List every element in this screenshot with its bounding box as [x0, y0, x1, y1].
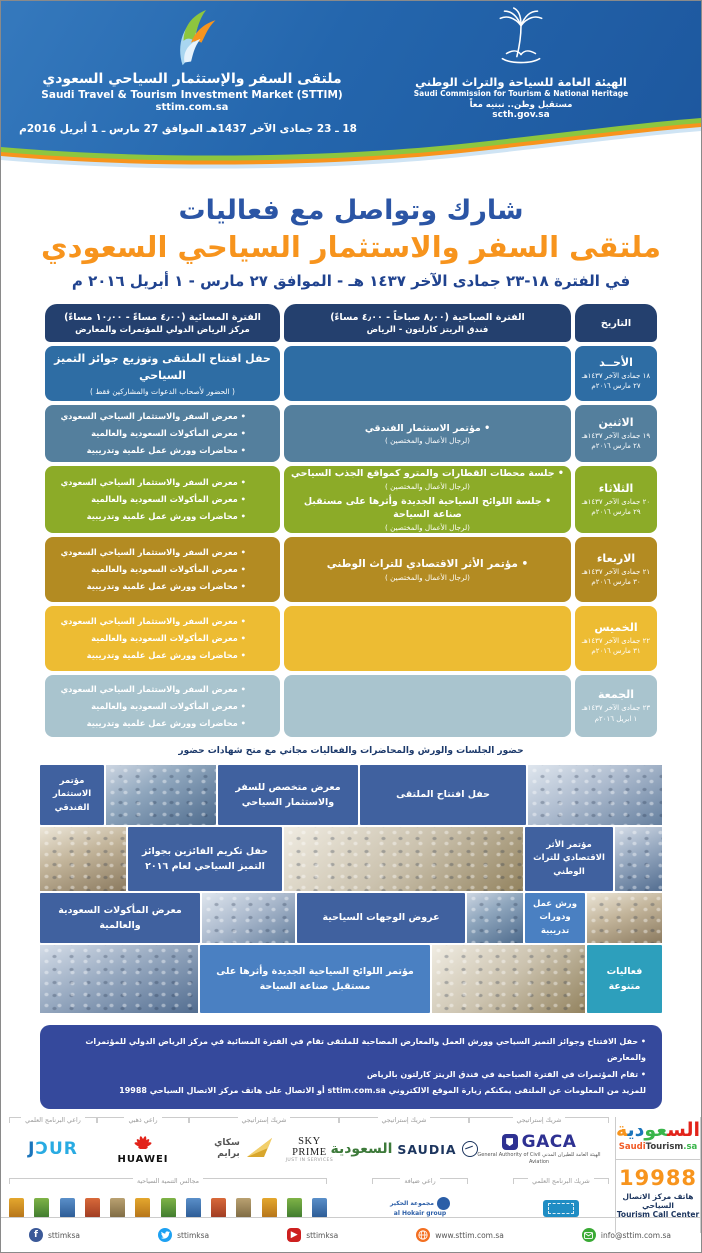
opening-ceremony-title: حفل افتتاح الملتقى وتوزيع جوائز التميز السياحي: [54, 352, 271, 382]
photo-group: [284, 827, 523, 891]
call-center-number[interactable]: 19988: [618, 1165, 698, 1190]
council-logo: [85, 1198, 100, 1218]
day-name: الاربعاء: [596, 551, 636, 565]
huawei-wordmark: HUAWEI: [117, 1153, 169, 1165]
day-dates: ١٨ جمادى الآخر ١٤٣٧هـ ٢٧ مارس ٢٠١٦م: [581, 371, 651, 390]
council-logo: [135, 1198, 150, 1218]
jour-logo: JƆUR: [28, 1139, 78, 1160]
scth-name-ar: الهيئة العامة للسياحة والتراث الوطني: [415, 75, 627, 89]
twitter-link[interactable]: sttimksa: [158, 1228, 209, 1242]
sttim-name-ar: ملتقى السفر والإستثمار السياحي السعودي: [42, 71, 342, 87]
tile-destinations: عروض الوجهات السياحية: [297, 893, 465, 943]
tile-awards-ceremony: حفل تكريم الفائزين بجوائز التميز السياحي لعام ٢٠١٦: [128, 827, 282, 891]
saudi-tourism-logo: السعودية: [616, 1118, 701, 1141]
gaca-subtitle: الهيئة العامة للطيران المدني General Authority of Civil Aviation: [477, 1152, 601, 1166]
date-cell-thursday: [575, 606, 657, 671]
council-logo: [262, 1198, 277, 1218]
col-header-morning: [284, 304, 571, 342]
sponsors-tier1: [9, 1117, 609, 1175]
council-logo: [211, 1198, 226, 1218]
morning-event: • جلسة محطات القطارات والمترو كمواقع الجذب السياحي (لرجال الأعمال والمختصين ): [291, 467, 564, 491]
evening-cell-monday: [45, 405, 280, 462]
morning-event: • جلسة اللوائح السياحية الجديدة وأثرها على مستقبل صناعة السياحة (لرجال الأعمال والمختصين ): [290, 495, 565, 533]
evening-cell-thursday: [45, 606, 280, 671]
morning-cell-monday: [284, 405, 571, 462]
opening-ceremony-note: ( الحضور لأصحاب الدعوات والمشاركين فقط ): [90, 387, 235, 396]
huawei-flower-icon: [131, 1134, 155, 1153]
day-name: الجمعة: [597, 688, 635, 701]
note-line-3: للمزيد من المعلومات عن الملتقى يمكنكم زيارة الموقع الالكتروني sttim.com.sa أو الاتصال على هاتف مركز الاتصال السياحي 19988: [119, 1086, 646, 1096]
facebook-link[interactable]: f sttimksa: [29, 1228, 80, 1242]
sponsor-label: راعي البرنامج العلمي: [9, 1117, 97, 1124]
morning-cell-thursday: [284, 606, 571, 671]
morning-col-title: الفترة الصباحية (٨٫٠٠ صباحاً - ٤٫٠٠ مساءً): [330, 311, 525, 323]
sponsor-huawei: [97, 1117, 189, 1175]
evening-cell-friday: [45, 675, 280, 737]
date-cell-tuesday: [575, 466, 657, 533]
day-dates: ٢١ جمادى الآخر ١٤٣٧هـ ٣٠ مارس ٢٠١٦م: [581, 567, 651, 586]
photo-collage: [40, 765, 662, 1013]
scth-url[interactable]: scth.gov.sa: [492, 110, 550, 120]
morning-cell-friday: [284, 675, 571, 737]
morning-cell-tuesday: [284, 466, 571, 533]
council-logo: [9, 1198, 24, 1218]
intro-line1: شارك وتواصل مع فعاليات: [178, 195, 524, 226]
sponsor-jour: [9, 1117, 97, 1175]
day-name: الاثنين: [598, 415, 634, 429]
date-cell-wednesday: [575, 537, 657, 602]
saudia-wordmark: SAUDIA: [397, 1141, 457, 1157]
scth-brand: [371, 7, 671, 120]
day-name: الخميس: [594, 620, 638, 634]
col-header-date: [575, 304, 657, 342]
photo-exhibition: [106, 765, 216, 825]
twitter-icon: [158, 1228, 172, 1242]
evening-cell-wednesday: [45, 537, 280, 602]
tile-heritage-conference: مؤتمر الأثر الاقتصادي للتراث الوطني: [525, 827, 613, 891]
sponsor-gaca: [469, 1117, 609, 1175]
date-col-title: التاريخ: [600, 317, 632, 329]
morning-col-venue: فندق الريتز كارلتون - الرياض: [366, 324, 489, 335]
tile-regulations-conference: مؤتمر اللوائح السياحية الجديدة وأثرها على مستقبل صناعة السياحة: [200, 945, 430, 1013]
header-banner: [1, 1, 701, 173]
date-cell-monday: [575, 405, 657, 462]
councils-label: مجالس التنمية السياحية: [9, 1178, 327, 1185]
council-logo: [312, 1198, 327, 1218]
sttim-name-en: Saudi Travel & Tourism Investment Market (STTIM): [41, 89, 343, 101]
sponsor-label: شريك البرنامج العلمي: [513, 1178, 609, 1185]
saudia-name-ar: السعودية: [330, 1141, 393, 1158]
sttim-url[interactable]: sttim.com.sa: [155, 102, 229, 113]
photo-event: [615, 827, 662, 891]
sponsor-saudia: [330, 1116, 469, 1175]
photo-visitors: [202, 893, 295, 943]
saudi-tourism-column: [615, 1117, 701, 1233]
day-dates: ٢٢ جمادى الآخر ١٤٣٧هـ ٣١ مارس ٢٠١٦م: [581, 636, 651, 655]
photo-panel: [40, 945, 198, 1013]
evening-activities-list: • معرض السفر والاستثمار السياحي السعودي • معرض المأكولات السعودية والعالمية • محاضرات وورش عمل علمية وتدريبية: [51, 613, 274, 664]
photo-festival: [432, 945, 585, 1013]
tile-travel-expo: معرض متخصص للسفر والاستثمار السياحي: [218, 765, 358, 825]
morning-event: • مؤتمر الأثر الاقتصادي للتراث الوطني (لرجال الأعمال والمختصين ): [327, 557, 529, 582]
website-link[interactable]: www.sttim.com.sa: [416, 1228, 504, 1242]
event-dates: 18 ـ 23 جمادى الآخر 1437هـ الموافق 27 مارس ـ 1 أبريل 2016م: [19, 123, 357, 135]
email-link[interactable]: info@sttim.com.sa: [582, 1228, 671, 1242]
gaca-wordmark: GACA: [521, 1132, 577, 1153]
intro-line2: ملتقى السفر والاستثمار السياحي السعودي: [41, 230, 661, 264]
council-logo: [236, 1198, 251, 1218]
evening-activities-list: • معرض السفر والاستثمار السياحي السعودي • معرض المأكولات السعودية والعالمية • محاضرات وورش عمل علمية وتدريبية: [51, 408, 274, 459]
sponsor-label: شريك إستراتيجي: [189, 1117, 339, 1124]
note-line-1: • حفل الافتتاح وجوائز التميز السياحي وورش العمل والمعارض المصاحبة للملتقى تقام في الفترة المسائية في مركز الرياض الدولي للمؤتمرات والمعارض: [85, 1037, 646, 1063]
sponsor-label: راعي ذهبي: [97, 1117, 189, 1124]
council-logo: [287, 1198, 302, 1218]
footer-social-bar: [1, 1217, 701, 1252]
tile-hotel-conference: مؤتمر الاستثمار الفندقي: [40, 765, 104, 825]
facebook-icon: f: [29, 1228, 43, 1242]
morning-event: • مؤتمر الاستثمار الفندقي (لرجال الأعمال والمختصين ): [365, 422, 490, 446]
scth-slogan: مستقبل وطن.. نبنيه معاً: [469, 100, 573, 110]
alhokair-logo: مجموعة الحكير al Hokair group: [390, 1197, 450, 1218]
sttim-flame-logo-icon: [27, 9, 357, 69]
call-center-label-ar: هاتف مركز الاتصال السياحي: [622, 1191, 694, 1210]
tile-opening-ceremony: حفل افتتاح الملتقى: [360, 765, 526, 825]
free-attendance-note: حضور الجلسات والورش والمحاضرات والفعاليات مجاني مع منح شهادات حضور: [178, 746, 524, 756]
schedule-table: [45, 304, 657, 737]
tile-workshops: ورش عمل ودورات تدريبية: [525, 893, 585, 943]
day-dates: ٢٠ جمادى الآخر ١٤٣٧هـ ٢٩ مارس ٢٠١٦م: [581, 497, 651, 516]
evening-col-title: الفترة المسائية (٤٫٠٠ مساءً - ١٠٫٠٠ مساءً): [64, 311, 261, 323]
scth-name-en: Saudi Commission for Tourism & National Heritage: [413, 89, 629, 98]
note-line-2: • تقام المؤتمرات في الفترة الصباحية في فندق الريتز كارلتون بالرياض: [366, 1069, 646, 1079]
header-wave-decoration: [1, 115, 701, 173]
evening-activities-list: • معرض السفر والاستثمار السياحي السعودي • معرض المأكولات السعودية والعالمية • محاضرات وورش عمل علمية وتدريبية: [51, 681, 274, 732]
gaca-flag-icon: [502, 1134, 518, 1150]
day-dates: ٢٣ جمادى الآخر ١٤٣٧هـ ١ ابريل ٢٠١٦م: [581, 704, 651, 723]
council-logo: [110, 1198, 125, 1218]
palm-tree-logo-icon: [490, 54, 552, 73]
saudi-tourism-url[interactable]: SaudiTourism.sa: [618, 1141, 698, 1152]
youtube-icon: ▶: [287, 1228, 301, 1242]
saudia-bird-icon: [462, 1141, 478, 1157]
council-logo: [161, 1198, 176, 1218]
evening-activities-list: • معرض السفر والاستثمار السياحي السعودي • معرض المأكولات السعودية والعالمية • محاضرات وورش عمل علمية وتدريبية: [51, 474, 274, 525]
call-center-label-en: Tourism Call Center: [616, 1209, 700, 1219]
photo-audience: [587, 893, 662, 943]
email-icon: [582, 1228, 596, 1242]
sponsor-skyprime: شريك إستراتيجي سكاي برايم SKY PRIME JUST IN SERVICES: [189, 1117, 339, 1175]
day-dates: ١٩ جمادى الآخر ١٤٣٧هـ ٢٨ مارس ٢٠١٦م: [581, 431, 651, 450]
morning-cell-sunday: [284, 346, 571, 401]
skyprime-name-ar: سكاي برايم: [214, 1138, 240, 1160]
sponsor-label: راعي ضيافة: [372, 1178, 468, 1185]
call-center-block: [616, 1159, 700, 1219]
photo-officials: [40, 827, 126, 891]
day-name: الثلاثاء: [598, 481, 634, 495]
council-logo: [34, 1198, 49, 1218]
evening-activities-list: • معرض السفر والاستثمار السياحي السعودي • معرض المأكولات السعودية والعالمية • محاضرات وورش عمل علمية وتدريبية: [51, 544, 274, 595]
youtube-link[interactable]: ▶ sttimksa: [287, 1228, 338, 1242]
tile-misc-events: فعاليات متنوعة: [587, 945, 662, 1013]
sponsor-label: شريك إستراتيجي: [469, 1117, 609, 1124]
council-logo: [186, 1198, 201, 1218]
intro-titles: [1, 195, 701, 290]
col-header-evening: [45, 304, 280, 342]
date-cell-sunday: [575, 346, 657, 401]
evening-col-venue: مركز الرياض الدولي للمؤتمرات والمعارض: [75, 324, 250, 335]
sponsors-section: [9, 1116, 701, 1233]
notes-box: [40, 1025, 662, 1109]
evening-cell-tuesday: [45, 466, 280, 533]
council-logo: [60, 1198, 75, 1218]
skyprime-arrow-icon: [245, 1136, 275, 1162]
skyprime-name-en: SKY PRIME: [292, 1135, 327, 1158]
day-name: الأحــد: [599, 355, 633, 369]
science-partner-logo: [543, 1200, 579, 1217]
morning-cell-wednesday: [284, 537, 571, 602]
globe-icon: [416, 1228, 430, 1242]
photo-booth: [467, 893, 523, 943]
evening-cell-sunday: [45, 346, 280, 401]
globe-icon: [437, 1197, 450, 1210]
photo-conference-hall: [528, 765, 662, 825]
sponsor-label: شريك إستراتيجي: [339, 1117, 469, 1124]
intro-line3: في الفترة ١٨-٢٣ جمادى الآخر ١٤٣٧ هـ - الموافق ٢٧ مارس - ١ أبريل ٢٠١٦ م: [71, 272, 631, 290]
date-cell-friday: [575, 675, 657, 737]
tile-food-exhibition: معرض المأكولات السعودية والعالمية: [40, 893, 200, 943]
